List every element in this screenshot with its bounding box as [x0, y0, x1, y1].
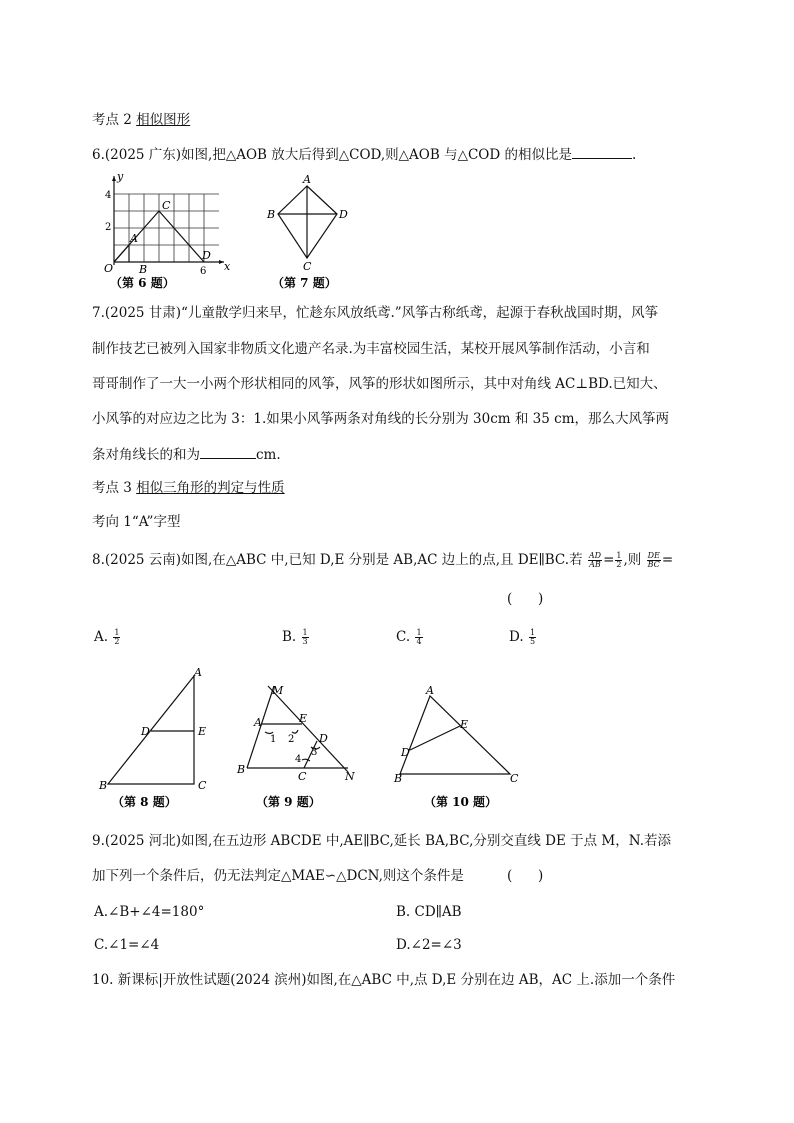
q7-line-2: 制作技艺已被列入国家非物质文化遗产名录.为丰富校园生活，某校开展风筝制作活动，小言和 [92, 341, 650, 357]
section2-title: 相似图形 [136, 112, 191, 128]
q6-text: 6.(2025 广东)如图,把△AOB 放大后得到△COD,则△AOB 与△COD 的相似比是 [92, 147, 572, 163]
q8-option-d-frac [529, 629, 536, 646]
q8-f3-num: DE [647, 551, 660, 560]
q6-answer-blank[interactable] [572, 146, 632, 159]
q8-option-a[interactable] [94, 629, 121, 646]
q8-option-b-frac [302, 629, 309, 646]
fig7-label-c: C [303, 260, 312, 273]
fig7-label-a: A [303, 173, 311, 186]
fig9-label-c: C [298, 770, 307, 783]
fig9-angle-4 [302, 759, 310, 761]
q8-eq: = [603, 552, 615, 568]
fig9-angle-2 [292, 730, 298, 733]
fig9-caption: （第 9 题） [256, 795, 321, 809]
q8-option-a-den: 2 [114, 637, 120, 646]
q6-tail: . [631, 147, 637, 163]
fig6-label-y: y [117, 170, 124, 183]
q8-option-b-den: 3 [302, 637, 308, 646]
fig9-label-e: E [299, 712, 308, 725]
q8-option-c[interactable] [396, 629, 424, 646]
figure-10 [390, 682, 530, 816]
fig9-label-a: A [254, 716, 262, 729]
section2-heading [92, 112, 190, 128]
fig6-label-d: D [202, 249, 211, 262]
fig10-label-b: B [394, 772, 403, 785]
q8-option-b-num: 1 [302, 628, 308, 637]
q8-end: = [661, 552, 674, 568]
q8-option-c-num: 1 [416, 628, 422, 637]
question-6 [92, 146, 636, 163]
q8-fraction-ad-ab [588, 552, 602, 569]
q9-option-d[interactable]: D.∠2=∠3 [396, 937, 462, 953]
fig8-label-b: B [99, 779, 108, 792]
figure-7 [258, 172, 358, 292]
fig8-label-a: A [194, 666, 202, 679]
section3-heading [92, 480, 285, 496]
q8-text: 8.(2025 云南)如图,在△ABC 中,已知 D,E 分别是 AB,AC 边上的点,且 DE∥BC.若 [92, 552, 583, 568]
q7-line-4: 小风筝的对应边之比为 3：1.如果小风筝两条对角线的长分别为 30cm 和 35 cm，那么大风筝两 [92, 411, 670, 427]
fig6-tick-4: 4 [105, 190, 112, 201]
q7-answer-blank[interactable] [200, 446, 256, 459]
q9-line-1: 9.(2025 河北)如图,在五边形 ABCDE 中,AE∥BC,延长 BA,BC,分别交直线 DE 于点 M，N.若添 [92, 833, 671, 849]
figure-6 [96, 170, 236, 292]
q8-mid: ,则 [623, 552, 642, 568]
fig6-triangle-aob [114, 245, 129, 262]
fig8-triangle-abc [108, 676, 194, 784]
fig9-angle-label-3: 3 [311, 747, 318, 758]
q9-option-c[interactable]: C.∠1=∠4 [94, 937, 160, 953]
q8-option-d-num: 1 [529, 628, 536, 637]
fig6-tick-6: 6 [200, 266, 207, 277]
q9-answer-paren[interactable]: ( ) [507, 868, 544, 884]
fig9-angle-label-1: 1 [270, 734, 277, 745]
fig6-label-c: C [162, 199, 171, 212]
q8-option-a-num: 1 [114, 628, 120, 637]
q9-option-b[interactable]: B. CD∥AB [396, 904, 462, 920]
q8-f3-den: BC [647, 560, 660, 569]
q8-option-c-den: 4 [416, 637, 422, 646]
q7-line-3: 哥哥制作了一大一小两个形状相同的风筝，风筝的形状如图所示，其中对角线 AC⊥BD.已知大、 [92, 376, 667, 392]
q8-option-c-frac [415, 629, 422, 646]
q8-f2-num: 1 [616, 551, 622, 560]
q7-line-5-post: cm. [256, 447, 281, 463]
q9-line-2: 加下列一个条件后，仍无法判定△MAE∽△DCN,则这个条件是 [92, 868, 464, 884]
q8-option-d-letter: D. [509, 629, 524, 645]
fig10-triangle-abc [400, 696, 510, 774]
q8-option-b-letter: B. [282, 629, 297, 645]
fig7-label-d: D [339, 208, 348, 221]
fig10-label-c: C [510, 772, 519, 785]
fig7-label-b: B [267, 208, 276, 221]
fig9-angle-label-4: 4 [295, 754, 302, 765]
fig6-tick-2: 2 [105, 222, 112, 233]
fig9-label-m: M [272, 684, 284, 697]
q8-f1-den: AB [589, 560, 601, 569]
section3-prefix: 考点 3 [92, 480, 137, 496]
fig8-caption: （第 8 题） [112, 795, 177, 809]
fig6-caption: （第 6 题） [110, 276, 175, 290]
q8-option-c-letter: C. [396, 629, 411, 645]
question-8 [92, 552, 673, 569]
q7-line-5 [92, 446, 281, 463]
fig9-label-d: D [319, 732, 328, 745]
q8-option-b[interactable] [282, 629, 310, 646]
fig6-label-o: O [104, 262, 114, 275]
q8-option-a-letter: A. [94, 629, 109, 645]
q8-answer-paren[interactable]: ( ) [507, 591, 544, 607]
fig7-caption: （第 7 题） [272, 276, 337, 290]
q8-fraction-half [615, 552, 622, 569]
fig6-label-b: B [139, 263, 148, 276]
fig6-label-a: A [130, 232, 138, 245]
section2-prefix: 考点 2 [92, 112, 137, 128]
q8-option-a-frac [113, 629, 120, 646]
figure-9 [232, 680, 372, 816]
fig10-caption: （第 10 题） [424, 795, 498, 809]
fig8-label-c: C [198, 779, 207, 792]
fig10-label-a: A [426, 684, 434, 697]
q9-option-a[interactable]: A.∠B+∠4=180° [94, 904, 205, 920]
fig8-label-d: D [141, 725, 150, 738]
q8-f2-den: 2 [616, 560, 622, 569]
q8-option-d-den: 5 [529, 637, 536, 646]
q7-line-5-pre: 条对角线长的和为 [92, 447, 200, 463]
section3-title: 相似三角形的判定与性质 [136, 480, 285, 496]
fig9-angle-label-2: 2 [288, 734, 295, 745]
kaoxiang-1: 考向 1“A”字型 [92, 514, 181, 530]
q10-line-1: 10. 新课标|开放性试题(2024 滨州)如图,在△ABC 中,点 D,E 分别在边 AB，AC 上.添加一个条件 [92, 972, 676, 988]
q7-line-1: 7.(2025 甘肃)“儿童散学归来早，忙趁东风放纸鸢.”风筝古称纸鸢，起源于春秋战国时期，风筝 [92, 305, 659, 321]
fig9-label-n: N [345, 770, 355, 783]
fig8-label-e: E [198, 725, 207, 738]
figure-8 [94, 664, 224, 816]
q8-option-d[interactable] [509, 629, 537, 646]
q8-fraction-de-bc [647, 552, 661, 569]
q8-f1-num: AD [588, 551, 602, 560]
fig10-label-e: E [460, 718, 469, 731]
fig6-label-x: x [224, 260, 231, 273]
fig9-label-b: B [237, 763, 246, 776]
fig10-label-d: D [401, 746, 410, 759]
